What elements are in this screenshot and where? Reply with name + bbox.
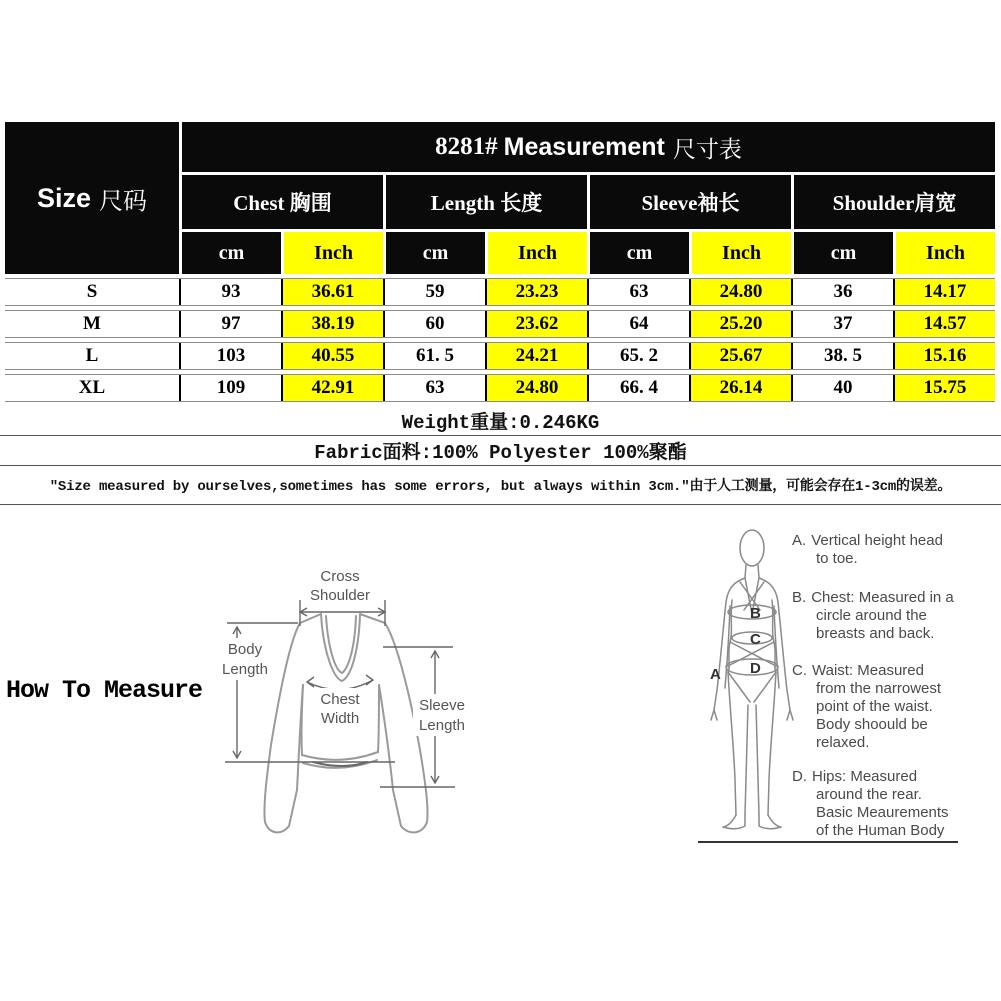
cell-length-cm: 61. 5 bbox=[385, 343, 485, 369]
cell-chest-inch: 38.19 bbox=[283, 311, 383, 337]
cross-shoulder-label: Shoulder bbox=[309, 587, 371, 604]
chest-width-label: Width bbox=[320, 710, 360, 727]
annotation-b: B. Chest: Measured in a circle around the breasts and back. bbox=[792, 589, 954, 642]
cell-length-cm: 59 bbox=[385, 279, 485, 305]
table-header bbox=[5, 122, 995, 274]
annotation-prefix: A. bbox=[792, 532, 807, 549]
figure-letter-a: A bbox=[710, 666, 721, 683]
measurement-table bbox=[5, 122, 995, 402]
fabric-row: Fabric面料:100% Polyester 100%聚酯 bbox=[0, 436, 1001, 466]
cell-shoulder-cm: 37 bbox=[793, 311, 893, 337]
cell-length-inch: 23.23 bbox=[487, 279, 587, 305]
cell-chest-cm: 103 bbox=[181, 343, 281, 369]
cell-chest-cm: 93 bbox=[181, 279, 281, 305]
how-to-measure-heading: How To Measure bbox=[6, 676, 203, 705]
size-header-cn: 尺码 bbox=[99, 188, 148, 215]
cell-sleeve-inch: 25.67 bbox=[691, 343, 791, 369]
figure-letter-d: D bbox=[750, 660, 761, 677]
annotation-a: A. Vertical height head to toe. bbox=[792, 532, 943, 567]
cell-size: M bbox=[5, 311, 179, 337]
sleeve-length-label: Length bbox=[419, 717, 465, 734]
unit-header-inch: Inch bbox=[284, 232, 383, 274]
cell-chest-inch: 36.61 bbox=[283, 279, 383, 305]
cell-sleeve-inch: 25.20 bbox=[691, 311, 791, 337]
cell-size: XL bbox=[5, 375, 179, 401]
cross-shoulder-label: Cross bbox=[320, 568, 360, 585]
cell-sleeve-cm: 66. 4 bbox=[589, 375, 689, 401]
table-title-number: 8281# bbox=[435, 133, 498, 160]
annotation-prefix: D. bbox=[792, 768, 807, 785]
table-row-s bbox=[5, 278, 995, 306]
bottom-divider bbox=[698, 841, 958, 843]
table-row-xl bbox=[5, 374, 995, 402]
sleeve-length-label: Sleeve bbox=[419, 697, 465, 714]
unit-header-cm: cm bbox=[794, 232, 893, 274]
table-title-en: Measurement bbox=[503, 132, 665, 161]
group-header-chest: Chest 胸围 bbox=[182, 175, 383, 229]
cell-shoulder-inch: 14.57 bbox=[895, 311, 995, 337]
cell-length-cm: 63 bbox=[385, 375, 485, 401]
cell-shoulder-inch: 15.75 bbox=[895, 375, 995, 401]
cell-shoulder-inch: 14.17 bbox=[895, 279, 995, 305]
group-header-shoulder: Shoulder肩宽 bbox=[794, 175, 995, 229]
cell-shoulder-inch: 15.16 bbox=[895, 343, 995, 369]
cell-chest-inch: 40.55 bbox=[283, 343, 383, 369]
table-title-cn: 尺寸表 bbox=[672, 136, 742, 162]
unit-header-inch: Inch bbox=[896, 232, 995, 274]
chest-width-label: Chest bbox=[320, 691, 360, 708]
unit-header-inch: Inch bbox=[692, 232, 791, 274]
group-header-length: Length 长度 bbox=[386, 175, 587, 229]
cell-length-inch: 24.21 bbox=[487, 343, 587, 369]
weight-row: Weight重量:0.246KG bbox=[0, 406, 1001, 436]
cell-shoulder-cm: 36 bbox=[793, 279, 893, 305]
group-header-sleeve: Sleeve袖长 bbox=[590, 175, 791, 229]
annotation-d: D. Hips: Measured around the rear. Basic Meaurements of the Human Body bbox=[792, 768, 949, 839]
info-rows bbox=[0, 406, 1001, 505]
table-row-m bbox=[5, 310, 995, 338]
cell-chest-cm: 109 bbox=[181, 375, 281, 401]
body-length-label: Body bbox=[227, 641, 263, 658]
cell-sleeve-inch: 26.14 bbox=[691, 375, 791, 401]
cell-shoulder-cm: 40 bbox=[793, 375, 893, 401]
cell-size: S bbox=[5, 279, 179, 305]
cell-shoulder-cm: 38. 5 bbox=[793, 343, 893, 369]
cell-length-inch: 24.80 bbox=[487, 375, 587, 401]
unit-header-inch: Inch bbox=[488, 232, 587, 274]
figure-letter-b: B bbox=[750, 605, 761, 622]
measurement-note: ″Size measured by ourselves,sometimes has some errors, but always within 3cm.″由于人工测量，可能会存在1-3cm的误差。 bbox=[0, 466, 1001, 505]
cell-length-cm: 60 bbox=[385, 311, 485, 337]
unit-header-cm: cm bbox=[182, 232, 281, 274]
cell-chest-inch: 42.91 bbox=[283, 375, 383, 401]
table-title bbox=[182, 122, 995, 172]
cell-sleeve-cm: 63 bbox=[589, 279, 689, 305]
annotation-prefix: C. bbox=[792, 662, 807, 679]
cell-sleeve-cm: 65. 2 bbox=[589, 343, 689, 369]
unit-header-cm: cm bbox=[386, 232, 485, 274]
cell-chest-cm: 97 bbox=[181, 311, 281, 337]
annotation-prefix: B. bbox=[792, 589, 807, 606]
cell-size: L bbox=[5, 343, 179, 369]
figure-letter-c: C bbox=[750, 631, 761, 648]
cell-sleeve-cm: 64 bbox=[589, 311, 689, 337]
table-row-l bbox=[5, 342, 995, 370]
size-column-header bbox=[5, 122, 179, 274]
annotation-c: C. Waist: Measured from the narrowest point of the waist. Body shoould be relaxed. bbox=[792, 662, 942, 751]
sweater-diagram bbox=[195, 550, 515, 850]
size-header-en: Size bbox=[36, 182, 92, 213]
unit-header-cm: cm bbox=[590, 232, 689, 274]
cell-sleeve-inch: 24.80 bbox=[691, 279, 791, 305]
cell-length-inch: 23.62 bbox=[487, 311, 587, 337]
body-length-label: Length bbox=[222, 661, 268, 678]
